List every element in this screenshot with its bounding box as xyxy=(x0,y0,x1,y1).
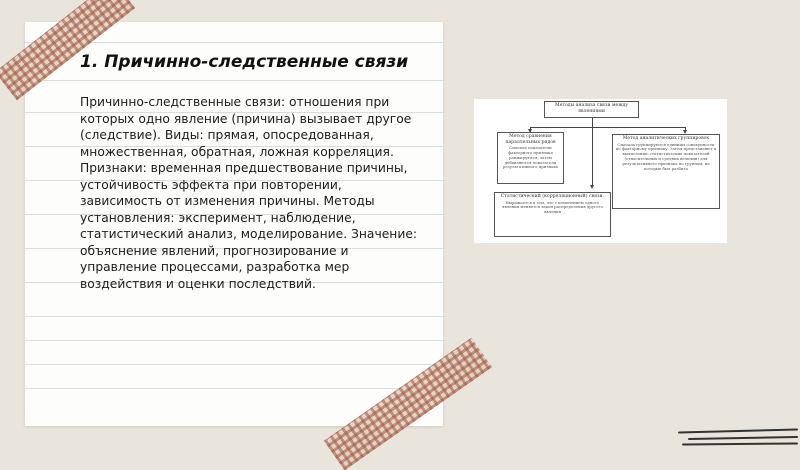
diagram-right-box: Метод аналитических группировок Сначала группируются единицы совокупности по факторному признаку. Затем представляют к вычислению статистических показателей (относительных и средних величин) для результативного признака по группам, на которые был разбита xyxy=(612,134,720,209)
diagram-left-box: Метод сравнения параллельных рядов Сначала показатели факторного признака ранжируются, затем добавляются показатели результативного признака xyxy=(497,132,564,184)
diagram-middle-box: Статистический (корреляционный) связи. Выражается в том, что с изменением одного явления меняется закон распределения другого явления xyxy=(494,192,611,237)
diagram-top-box: Методы анализа связи между явлениями xyxy=(544,101,639,118)
decorative-scribble-line xyxy=(678,428,798,433)
decorative-scribble-line xyxy=(688,436,798,439)
slide-body-text: Причинно-следственные связи: отношения при которых одно явление (причина) вызывает другое (следствие). Виды: прямая, опосредованная, множественная, обратная, ложная корреляция. Признаки: временная предшествование причины, устойчивость эффекта при повторении, зависимость от изменения причины. Методы установления: эксперимент, наблюдение, статистический анализ, моделирование. Значение: объяснение явлений, прогнозирование и управление процессами, разработка мер воздействия и оценки последствий. xyxy=(80,95,418,291)
decorative-scribble-line xyxy=(682,442,798,445)
slide-title: 1. Причинно-следственные связи xyxy=(80,52,409,72)
methods-diagram xyxy=(474,99,727,243)
